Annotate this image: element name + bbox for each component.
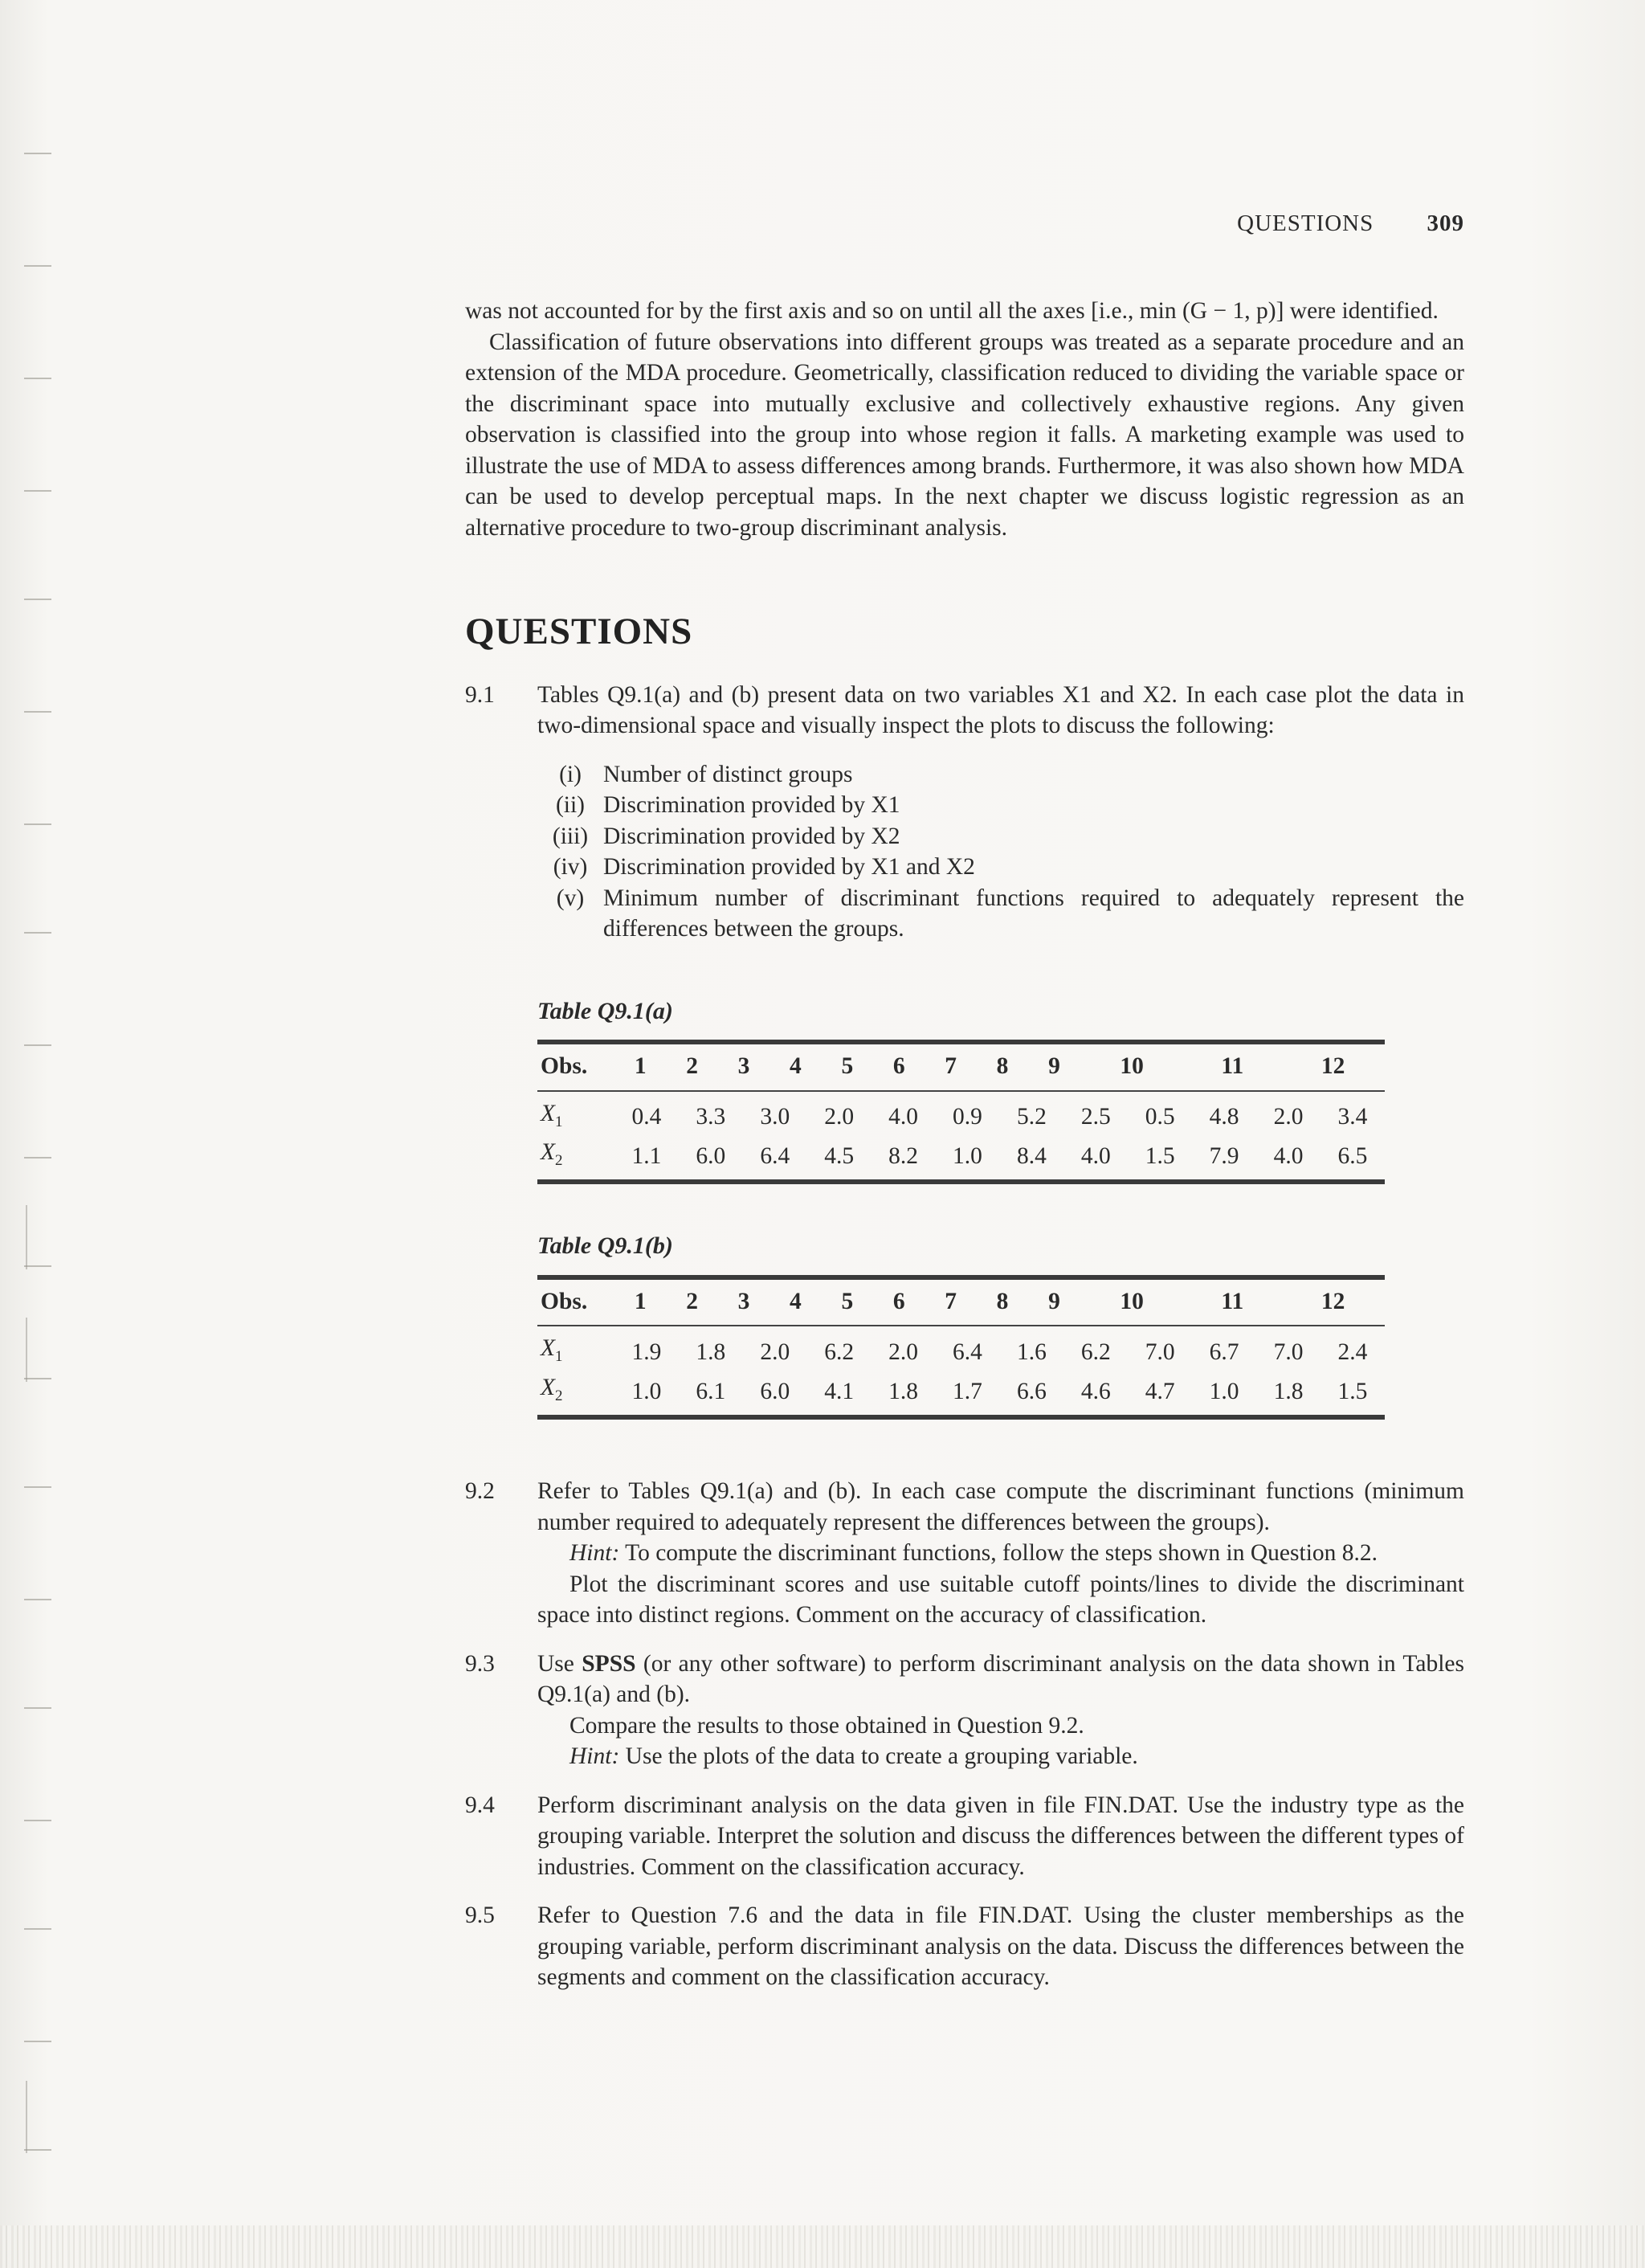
table-cell: 1.7 [953,1379,982,1405]
question-number: 9.3 [465,1650,495,1677]
list-item [537,852,1464,883]
binding-mark [24,153,51,154]
table-cell: 6.6 [1016,1379,1047,1405]
list-text: Minimum number of discriminant functions required to adequately represent the differences between the groups. [603,885,1464,942]
table-rule [537,1090,1385,1092]
table-rule [537,1179,1385,1184]
table-header-cell: 7 [945,1053,957,1079]
list-text: Discrimination provided by X1 [603,792,900,818]
table-header-cell: 8 [996,1053,1009,1079]
page-number: 309 [1427,210,1464,236]
table-cell: 4.0 [888,1104,919,1130]
table-header-cell: 11 [1221,1288,1244,1314]
table-cell: 4.1 [824,1379,855,1405]
question-hint [537,1741,1464,1772]
scan-noise [0,2225,1645,2268]
list-text: Number of distinct groups [603,761,853,787]
binding-mark [24,1486,51,1488]
table-header-cell: 6 [892,1053,905,1079]
question-number: 9.4 [465,1792,495,1818]
table-header-cell: Obs. [541,1053,588,1079]
binding-mark [24,1599,51,1600]
binding-mark [24,1157,51,1159]
table-cell: 2.0 [1273,1104,1304,1130]
binding-mark [24,378,51,379]
hint-text: To compute the discriminant functions, follow the steps shown in Question 8.2. [625,1540,1378,1567]
table-cell: 6.4 [953,1339,982,1366]
table-cell: 1.9 [631,1339,662,1366]
table-cell: 1.1 [631,1143,662,1170]
table-cell: 2.0 [760,1339,790,1366]
table-cell: 1.0 [953,1143,982,1170]
binding-mark [24,2041,51,2042]
list-text: Discrimination provided by X1 and X2 [603,854,975,880]
binding-line [26,1205,27,1269]
question-hint [537,1538,1464,1569]
table-header-cell: 6 [892,1288,905,1314]
binding-mark [24,1820,51,1821]
question-9-3 [465,1649,1464,1772]
table-cell: 0.9 [953,1104,982,1130]
binding-mark [24,1044,51,1046]
table-header-cell: 10 [1120,1288,1144,1314]
table-row [537,1098,1385,1138]
table-cell: 6.4 [760,1143,790,1170]
binding-mark [24,490,51,492]
table-header-row [537,1280,1385,1326]
data-table-b [537,1231,1385,1420]
list-item [537,821,1464,852]
table-cell: 0.4 [631,1104,662,1130]
table-header-cell: 5 [841,1288,854,1314]
table-cell: 0.5 [1145,1104,1175,1130]
data-table-a [537,996,1385,1185]
table-cell: 1.8 [1273,1379,1304,1405]
table-cell: 6.1 [696,1379,726,1405]
list-item [537,883,1464,945]
table-title: Table Q9.1(b) [537,1232,673,1260]
intro-paragraph: was not accounted for by the first axis and so on until all the axes [i.e., min (G − 1, p)] were identified. [465,298,1439,324]
table-row [537,1372,1385,1412]
table-cell: 6.2 [824,1339,855,1366]
table-header-cell: 12 [1320,1288,1345,1314]
table-cell: 6.7 [1209,1339,1239,1366]
table-row-label: $X_2$ [541,1375,563,1405]
table-cell: 6.0 [696,1143,726,1170]
table-cell: 2.4 [1337,1339,1368,1366]
table-cell: 1.6 [1016,1339,1047,1366]
question-number: 9.5 [465,1902,495,1929]
table-cell: 1.8 [696,1339,726,1366]
table-cell: 8.2 [888,1143,919,1170]
table-header-cell: 3 [737,1288,750,1314]
question-text-part: Use [537,1650,582,1677]
table-cell: 2.0 [888,1339,919,1366]
table-header-cell: 9 [1048,1053,1060,1079]
hint-text: Use the plots of the data to create a grouping variable. [625,1743,1138,1770]
question-9-5 [465,1900,1464,1993]
list-text: Discrimination provided by X2 [603,823,900,849]
sub-question-list [537,759,1464,945]
table-row-label: $X_1$ [541,1100,563,1130]
hint-label: Hint: [569,1540,620,1567]
table-row [537,1333,1385,1372]
binding-mark [24,1707,51,1709]
table-cell: 4.7 [1145,1379,1175,1405]
question-text-part: (or any other software) to perform discriminant analysis on the data shown in Tables Q9.1(a) and (b). [537,1650,1464,1708]
table-header-cell: Obs. [541,1288,588,1314]
question-number: 9.2 [465,1478,495,1505]
page-content [465,296,1464,1993]
table-cell: 4.8 [1209,1104,1239,1130]
table-row-label: $X_2$ [541,1139,563,1170]
binding-mark [24,1265,51,1267]
table-header-cell: 8 [996,1288,1009,1314]
binding-line [26,1318,27,1382]
table-cell: 3.0 [760,1104,790,1130]
table-cell: 6.0 [760,1379,790,1405]
list-item [537,790,1464,821]
table-cell: 4.0 [1080,1143,1111,1170]
questions-heading: QUESTIONS [465,611,693,652]
question-9-2 [465,1476,1464,1631]
table-cell: 5.2 [1016,1104,1047,1130]
question-text [537,1649,1464,1710]
table-title: Table Q9.1(a) [537,997,673,1024]
table-cell: 7.0 [1273,1339,1304,1366]
table-header-cell: 4 [790,1053,802,1079]
table-cell: 3.3 [696,1104,726,1130]
binding-line [26,2081,27,2153]
table-header-cell: 10 [1120,1053,1144,1079]
question-text: Tables Q9.1(a) and (b) present data on two variables X1 and X2. In each case plot the data in two-dimensional space and visually inspect the plots to discuss the following: [537,681,1464,738]
binding-mark [24,599,51,600]
table-header-cell: 4 [790,1288,802,1314]
list-marker: (i) [559,761,582,787]
table-header-cell: 3 [737,1053,750,1079]
table-cell: 4.5 [824,1143,855,1170]
table-cell: 4.0 [1273,1143,1304,1170]
table-cell: 3.4 [1337,1104,1368,1130]
table-row [537,1137,1385,1176]
table-cell: 6.5 [1337,1143,1368,1170]
table-cell: 1.5 [1145,1143,1175,1170]
question-text: Refer to Tables Q9.1(a) and (b). In each case compute the discriminant functions (minimum number required to adequately represent the differences between the groups). [537,1478,1464,1535]
table-rule [537,1415,1385,1420]
software-name: SPSS [582,1650,636,1677]
binding-mark [24,265,51,267]
table-header-cell: 7 [945,1288,957,1314]
table-cell: 1.0 [631,1379,662,1405]
question-9-4 [465,1790,1464,1883]
binding-mark [24,2149,51,2151]
list-marker: (iv) [553,854,588,880]
table-cell: 2.0 [824,1104,855,1130]
table-cell: 7.9 [1209,1143,1239,1170]
binding-mark [24,711,51,713]
table-header-row [537,1044,1385,1090]
question-text: Refer to Question 7.6 and the data in file FIN.DAT. Using the cluster memberships as the grouping variable, perform discriminant analysis on the data. Discuss the differences between the segments and comment on the classification accuracy. [537,1902,1464,1991]
table-row-label: $X_1$ [541,1335,563,1366]
table-header-cell: 1 [634,1053,647,1079]
binding-mark [24,932,51,934]
table-header-cell: 5 [841,1053,854,1079]
header-section-title: QUESTIONS [1237,210,1374,236]
table-header-cell: 2 [686,1288,698,1314]
table-header-cell: 2 [686,1053,698,1079]
binding-mark [24,1378,51,1379]
table-cell: 8.4 [1016,1143,1047,1170]
question-number: 9.1 [465,681,495,708]
binding-mark [24,823,51,825]
table-header-cell: 11 [1221,1053,1244,1079]
question-9-1 [465,680,1464,945]
list-marker: (ii) [555,792,586,818]
table-cell: 1.0 [1209,1379,1239,1405]
table-cell: 4.6 [1080,1379,1111,1405]
table-cell: 1.8 [888,1379,919,1405]
list-marker: (v) [556,885,585,911]
table-cell: 1.5 [1337,1379,1368,1405]
list-marker: (iii) [552,823,589,849]
question-text: Compare the results to those obtained in Question 9.2. [569,1712,1084,1739]
running-header [1237,210,1464,237]
intro-paragraph: Classification of future observations into different groups was treated as a separate procedure and an extension of the MDA procedure. Geometrically, classification reduced to dividing the variable space or the discriminant space into mutually exclusive and collectively exhaustive regions. Any given observation is classified into the group into whose region it falls. A marketing example was used to illustrate the use of MDA to assess differences among brands. Furthermore, it was also shown how MDA can be used to develop perceptual maps. In the next chapter we discuss logistic regression as an alternative procedure to two-group discriminant analysis. [465,329,1464,541]
table-header-cell: 9 [1048,1288,1060,1314]
table-header-cell: 12 [1320,1053,1345,1079]
table-cell: 6.2 [1080,1339,1111,1366]
question-text: Perform discriminant analysis on the data given in file FIN.DAT. Use the industry type as the grouping variable. Interpret the solution and discuss the differences between the different types of industries. Comment on the classification accuracy. [537,1792,1464,1880]
table-header-cell: 1 [634,1288,647,1314]
binding-mark [24,1928,51,1930]
table-rule [537,1325,1385,1326]
table-cell: 7.0 [1145,1339,1175,1366]
table-cell: 2.5 [1080,1104,1111,1130]
question-text: Plot the discriminant scores and use suitable cutoff points/lines to divide the discriminant space into distinct regions. Comment on the accuracy of classification. [537,1571,1464,1628]
list-item [537,759,1464,791]
hint-label: Hint: [569,1743,620,1770]
